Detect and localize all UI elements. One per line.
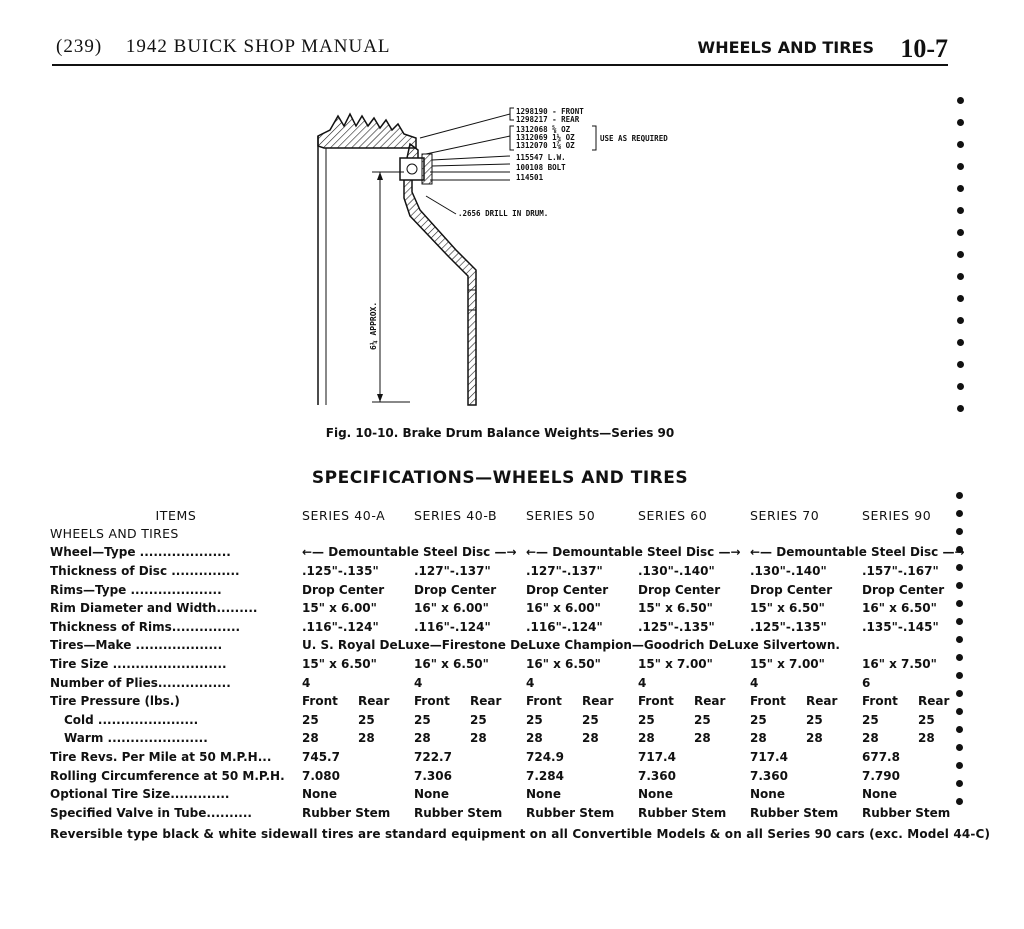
table-cell: Rubber Stem xyxy=(862,805,951,820)
table-cell: 15" x 6.50" xyxy=(638,601,713,616)
wheel-type-span-3: ←— Demountable Steel Disc —→ xyxy=(750,545,965,560)
page-number: 10-7 xyxy=(900,34,948,63)
binder-holes-top xyxy=(957,97,964,427)
spec-title: SPECIFICATIONS—WHEELS AND TIRES xyxy=(311,468,689,488)
callout-rear-part: 1298217 - REAR xyxy=(516,115,580,124)
row-label: Cold ...................... xyxy=(64,712,199,727)
rear-label: Rear xyxy=(918,694,950,709)
row-label: Number of Plies................ xyxy=(50,675,231,690)
table-cell: 16" x 6.50" xyxy=(526,657,601,672)
table-cell: 724.9 xyxy=(526,750,564,765)
wheel-disc xyxy=(404,144,476,405)
balance-weight xyxy=(400,158,424,180)
table-cell: 16" x 6.50" xyxy=(414,657,489,672)
front-label: Front xyxy=(638,694,674,709)
table-cell: 15" x 6.50" xyxy=(750,601,825,616)
header-rule xyxy=(52,64,948,66)
row-label: Tire Pressure (lbs.) xyxy=(50,694,180,709)
table-cell: 16" x 7.50" xyxy=(862,657,937,672)
table-cell: None xyxy=(638,787,673,802)
table-cell: 25 xyxy=(862,712,879,727)
table-cell: 15" x 7.00" xyxy=(750,657,825,672)
row-label: Tire Revs. Per Mile at 50 M.P.H... xyxy=(50,750,272,765)
callout-drill: .2656 DRILL IN DRUM. xyxy=(458,209,549,218)
table-cell: 722.7 xyxy=(414,750,452,765)
running-header-left xyxy=(56,36,409,58)
dimension-label: 6¼ APPROX. xyxy=(369,301,378,350)
front-label: Front xyxy=(750,694,786,709)
table-cell: .127"-.137" xyxy=(414,564,491,579)
series-60-header: SERIES 60 xyxy=(638,507,708,523)
table-cell: 6 xyxy=(862,675,871,690)
table-cell: None xyxy=(862,787,897,802)
manual-title: 1942 BUICK SHOP MANUAL xyxy=(125,36,391,57)
table-row xyxy=(50,655,974,674)
table-cell: Rubber Stem xyxy=(638,805,727,820)
table-cell: 4 xyxy=(526,675,535,690)
table-cell: 25 xyxy=(358,712,375,727)
callout-weight-1: 1312068 ⅝ OZ xyxy=(516,125,571,134)
front-label: Front xyxy=(526,694,562,709)
table-cell: 7.360 xyxy=(750,768,788,783)
table-row xyxy=(50,673,974,692)
table-cell: 16" x 6.00" xyxy=(526,601,601,616)
table-cell: 7.080 xyxy=(302,768,340,783)
table-header-row xyxy=(50,506,974,525)
row-label: Thickness of Disc ............... xyxy=(50,564,240,579)
table-row xyxy=(50,804,974,823)
table-cell: 25 xyxy=(526,712,543,727)
callout-weight-2: 1312069 1¼ OZ xyxy=(516,133,575,142)
row-label: Specified Valve in Tube.......... xyxy=(50,805,252,820)
table-cell: Drop Center xyxy=(414,582,497,597)
table-cell: 28 xyxy=(806,731,823,746)
callout-lock-washer: 115547 L.W. xyxy=(516,153,566,162)
front-label: Front xyxy=(414,694,450,709)
table-cell: 15" x 6.00" xyxy=(302,601,377,616)
page-reference: (239) xyxy=(56,36,103,57)
series-70-header: SERIES 70 xyxy=(750,507,820,523)
row-label: Thickness of Rims............... xyxy=(50,619,241,634)
callout-front-part: 1298190 - FRONT xyxy=(516,107,584,116)
section-label: WHEELS AND TIRES xyxy=(50,526,179,542)
table-cell: 28 xyxy=(638,731,655,746)
table-row xyxy=(50,543,974,562)
table-cell: Rubber Stem xyxy=(414,805,503,820)
table-cell: 16" x 6.50" xyxy=(862,601,937,616)
series-40a-header: SERIES 40-A xyxy=(302,507,386,523)
table-row xyxy=(50,525,974,544)
table-row xyxy=(50,618,974,637)
table-cell: 25 xyxy=(414,712,431,727)
callout-nut: 114501 xyxy=(516,173,544,182)
rear-label: Rear xyxy=(806,694,838,709)
row-label: Rolling Circumference at 50 M.P.H. xyxy=(50,768,285,783)
table-cell: 15" x 6.50" xyxy=(302,657,377,672)
brake-drum-diagram xyxy=(300,100,720,415)
table-cell: 28 xyxy=(526,731,543,746)
table-row xyxy=(50,785,974,804)
rear-label: Rear xyxy=(358,694,390,709)
callout-bolt: 100108 BOLT xyxy=(516,163,566,172)
table-row xyxy=(50,636,974,655)
table-cell: 25 xyxy=(302,712,319,727)
table-cell: 7.284 xyxy=(526,768,564,783)
table-row xyxy=(50,711,974,730)
row-label: Rims—Type .................... xyxy=(50,582,222,597)
table-cell: None xyxy=(302,787,337,802)
front-label: Front xyxy=(302,694,338,709)
table-cell: 28 xyxy=(750,731,767,746)
table-row xyxy=(50,562,974,581)
table-cell: Rubber Stem xyxy=(526,805,615,820)
table-cell: Drop Center xyxy=(862,582,945,597)
section-title: WHEELS AND TIRES xyxy=(697,38,874,57)
front-label: Front xyxy=(862,694,898,709)
table-cell: 4 xyxy=(302,675,311,690)
table-cell: None xyxy=(414,787,449,802)
table-cell: Rubber Stem xyxy=(302,805,391,820)
callout-use-as-required: USE AS REQUIRED xyxy=(600,134,668,143)
table-row xyxy=(50,692,974,711)
table-row xyxy=(50,748,974,767)
table-cell: 25 xyxy=(638,712,655,727)
table-cell: .125"-.135" xyxy=(302,564,379,579)
table-cell: .116"-.124" xyxy=(526,619,603,634)
figure-caption: Fig. 10-10. Brake Drum Balance Weights—Series 90 xyxy=(325,426,675,440)
table-cell: Drop Center xyxy=(302,582,385,597)
table-cell: 717.4 xyxy=(638,750,676,765)
table-cell: .157"-.167" xyxy=(862,564,939,579)
table-cell: 7.306 xyxy=(414,768,452,783)
callout-weight-3: 1312070 1⅞ OZ xyxy=(516,141,575,150)
series-90-header: SERIES 90 xyxy=(862,507,932,523)
table-cell: .130"-.140" xyxy=(750,564,827,579)
table-cell: 25 xyxy=(750,712,767,727)
table-cell: Drop Center xyxy=(526,582,609,597)
row-label: Wheel—Type .................... xyxy=(50,545,231,560)
table-cell: .135"-.145" xyxy=(862,619,939,634)
row-label: Warm ...................... xyxy=(64,731,208,746)
tires-make-value: U. S. Royal DeLuxe—Firestone DeLuxe Champion—Goodrich DeLuxe Silvertown. xyxy=(302,638,840,653)
table-cell: 677.8 xyxy=(862,750,900,765)
rim-section xyxy=(318,114,416,148)
table-cell: 28 xyxy=(414,731,431,746)
row-label: Rim Diameter and Width......... xyxy=(50,601,258,616)
row-label: Tires—Make ................... xyxy=(50,638,223,653)
rear-label: Rear xyxy=(694,694,726,709)
rear-label: Rear xyxy=(582,694,614,709)
table-cell: .125"-.135" xyxy=(750,619,827,634)
table-cell: Drop Center xyxy=(750,582,833,597)
table-cell: 16" x 6.00" xyxy=(414,601,489,616)
table-row xyxy=(50,580,974,599)
table-cell: 28 xyxy=(582,731,599,746)
series-50-header: SERIES 50 xyxy=(526,507,596,523)
table-cell: 28 xyxy=(302,731,319,746)
table-cell: 25 xyxy=(470,712,487,727)
table-cell: .125"-.135" xyxy=(638,619,715,634)
table-cell: 7.360 xyxy=(638,768,676,783)
table-cell: 25 xyxy=(582,712,599,727)
table-row xyxy=(50,729,974,748)
footnote: Reversible type black & white sidewall tires are standard equipment on all Convertible Models & on all Series 90 cars (exc. Model 44-C) xyxy=(50,827,991,841)
table-row xyxy=(50,599,974,618)
table-cell: 28 xyxy=(358,731,375,746)
table-cell: Rubber Stem xyxy=(750,805,839,820)
table-cell: None xyxy=(526,787,561,802)
table-cell: 28 xyxy=(862,731,879,746)
table-cell: .116"-.124" xyxy=(302,619,379,634)
table-cell: 28 xyxy=(694,731,711,746)
table-cell: 28 xyxy=(470,731,487,746)
table-cell: 4 xyxy=(414,675,423,690)
table-cell: 4 xyxy=(638,675,647,690)
series-40b-header: SERIES 40-B xyxy=(414,507,498,523)
wheel-type-span-1: ←— Demountable Steel Disc —→ xyxy=(302,545,517,560)
table-cell: .127"-.137" xyxy=(526,564,603,579)
table-row xyxy=(50,766,974,785)
items-header: ITEMS xyxy=(155,507,197,523)
specifications-table xyxy=(50,506,974,822)
row-label: Optional Tire Size............. xyxy=(50,787,230,802)
table-cell: .130"-.140" xyxy=(638,564,715,579)
row-label: Tire Size ......................... xyxy=(50,657,227,672)
wheel-type-span-2: ←— Demountable Steel Disc —→ xyxy=(526,545,741,560)
table-cell: 15" x 7.00" xyxy=(638,657,713,672)
table-cell: 28 xyxy=(918,731,935,746)
table-cell: 717.4 xyxy=(750,750,788,765)
rear-label: Rear xyxy=(470,694,502,709)
table-cell: Drop Center xyxy=(638,582,721,597)
table-cell: 25 xyxy=(918,712,935,727)
table-cell: 25 xyxy=(806,712,823,727)
table-cell: 745.7 xyxy=(302,750,340,765)
table-cell: 4 xyxy=(750,675,759,690)
table-cell: 25 xyxy=(694,712,711,727)
table-cell: .116"-.124" xyxy=(414,619,491,634)
table-cell: 7.790 xyxy=(862,768,900,783)
table-cell: None xyxy=(750,787,785,802)
